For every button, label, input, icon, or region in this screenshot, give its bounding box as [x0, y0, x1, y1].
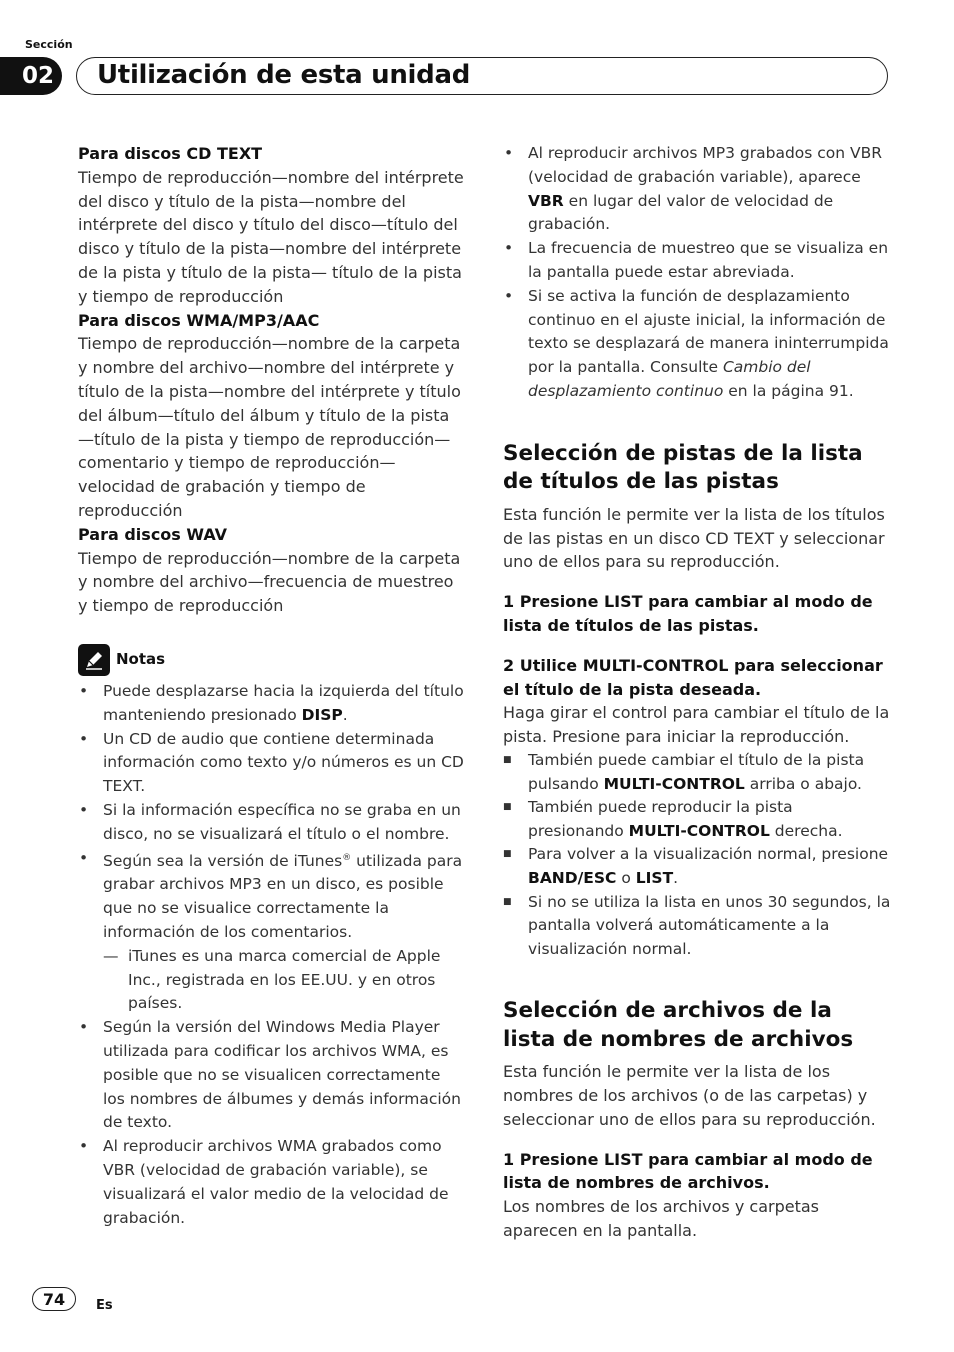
wav-heading: Para discos WAV [78, 524, 227, 544]
track-list-intro: Esta función le permite ver la lista de los títulos de las pistas en un disco CD TEXT y seleccionar uno de ellos para su reproducción. [503, 504, 885, 572]
wma-heading: Para discos WMA/MP3/AAC [78, 310, 320, 330]
section-heading-track-list: Selección de pistas de la lista de títulos de las pistas [503, 440, 863, 495]
list-item: • Al reproducir archivos MP3 grabados con VBR (velocidad de grabación variable), aparece VBR en lugar del valor de velocidad de grabación. [503, 142, 891, 237]
language-label: Es [96, 1298, 113, 1313]
page-title: Utilización de esta unidad [97, 60, 471, 90]
list-item: • Según sea la versión de iTunes® utilizada para grabar archivos MP3 en un disco, es posible que no se visualice correctamente la información de los comentarios. [78, 847, 464, 945]
notes-list [78, 680, 464, 945]
notes-title: Notas [116, 650, 166, 669]
wav-body: Tiempo de reproducción—nombre de la carpeta y nombre del archivo—frecuencia de muestreo y tiempo de reproducción [78, 548, 461, 616]
pencil-note-icon [78, 644, 110, 676]
step-2-track-list: 2 Utilice MULTI-CONTROL para seleccionar el título de la pista deseada. [503, 655, 883, 699]
section-number-badge: 02 [0, 57, 62, 95]
notes-list-continued [78, 1016, 464, 1230]
section-label: Sección [25, 38, 73, 51]
section-heading-file-list: Selección de archivos de la lista de nombres de archivos [503, 998, 854, 1052]
list-item: • Al reproducir archivos WMA grabados como VBR (velocidad de grabación variable), se visualizará el valor medio de la velocidad de grabación. [78, 1135, 464, 1230]
list-item: • Según la versión del Windows Media Player utilizada para codificar los archivos WMA, es posible que no se visualicen correctamente los nombres de álbumes y demás información de texto. [78, 1016, 464, 1135]
cdtext-body: Tiempo de reproducción—nombre del intérprete del disco y título de la pista—nombre del intérprete del disco y título del disco—título del disco y título de la pista—nombre del intérprete de la pista y título de la pista— título de la pista y tiempo de reproducción [78, 167, 464, 306]
step-1-file-list-body: Los nombres de los archivos y carpetas aparecen en la pantalla. [503, 1197, 819, 1241]
left-column [78, 142, 464, 1230]
list-item: • Un CD de audio que contiene determinada información como texto y/o números es un CD TEXT. [78, 728, 464, 799]
wma-body: Tiempo de reproducción—nombre de la carpeta y nombre del archivo—nombre del intérprete y título de la pista—nombre del intérprete y título del álbum—título del álbum y título de la pista—título de la pista y tiempo de reproducción—comentario y tiempo de reproducción—velocidad de grabación y tiempo de reproducción [78, 334, 461, 520]
list-item: • Puede desplazarse hacia la izquierda del título manteniendo presionado DISP. [78, 680, 464, 728]
right-column [503, 142, 891, 1243]
square-note: ■ También puede reproducir la pista presionando MULTI-CONTROL derecha. [503, 796, 891, 843]
step-1-file-list: 1 Presione LIST para cambiar al modo de lista de nombres de archivos. [503, 1149, 873, 1193]
step-1-track-list: 1 Presione LIST para cambiar al modo de lista de títulos de las pistas. [503, 592, 873, 635]
step-2-body: Haga girar el control para cambiar el título de la pista. Presione para iniciar la reproducción. [503, 703, 890, 747]
trademark-note: — iTunes es una marca comercial de Apple Inc., registrada en los EE.UU. y en otros países. [78, 945, 464, 1016]
square-note: ■ Para volver a la visualización normal, presione BAND/ESC o LIST. [503, 843, 891, 890]
cdtext-heading: Para discos CD TEXT [78, 144, 263, 163]
list-item: • Si se activa la función de desplazamiento continuo en el ajuste inicial, la información de texto se desplazará de manera ininterrumpida por la pantalla. Consulte Cambio del desplazamiento continuo en la página 91. [503, 285, 891, 404]
square-note: ■ También puede cambiar el título de la pista pulsando MULTI-CONTROL arriba o abajo. [503, 749, 891, 796]
list-item: • Si la información específica no se graba en un disco, no se visualizará el título o el nombre. [78, 799, 464, 847]
continued-notes-list [503, 142, 891, 404]
square-note: ■ Si no se utiliza la lista en unos 30 segundos, la pantalla volverá automáticamente a la visualización normal. [503, 891, 891, 962]
notes-header [78, 644, 464, 676]
file-list-intro: Esta función le permite ver la lista de los nombres de los archivos (o de las carpetas) y seleccionar uno de ellos para su reproducción. [503, 1062, 876, 1129]
list-item: • La frecuencia de muestreo que se visualiza en la pantalla puede estar abreviada. [503, 237, 891, 285]
page-number: 74 [32, 1287, 76, 1311]
